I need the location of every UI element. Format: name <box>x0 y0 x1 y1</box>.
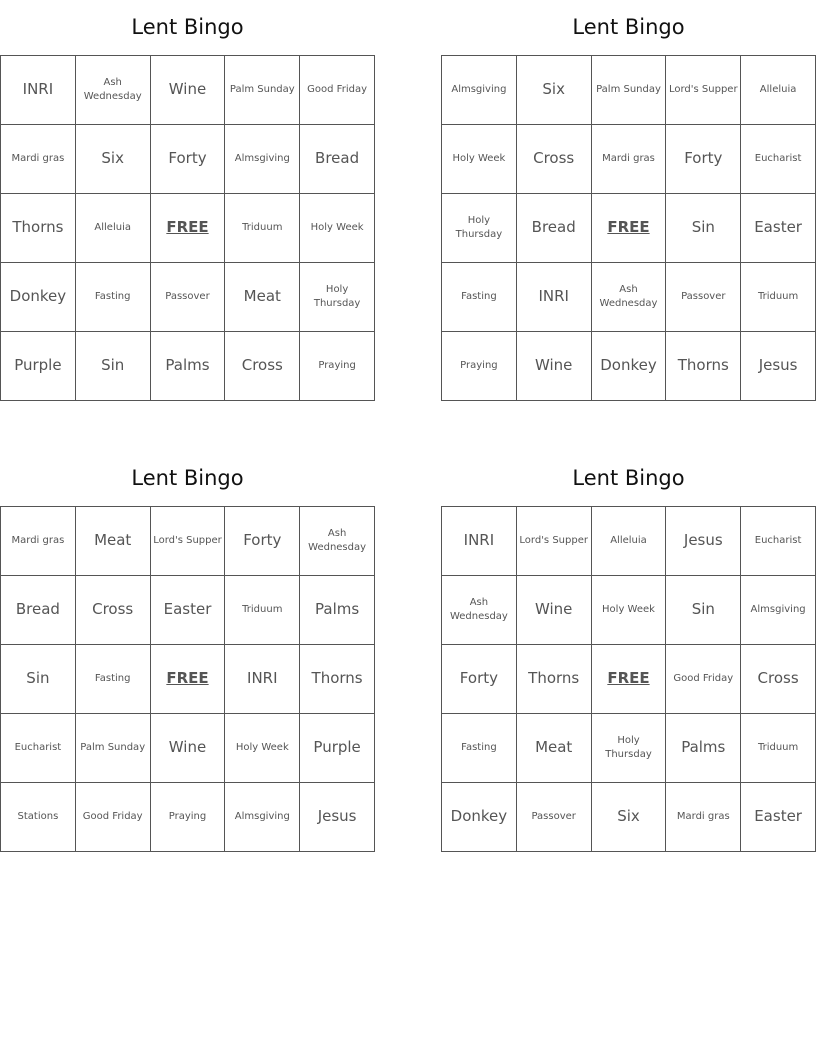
bingo-cell: Donkey <box>1 263 76 332</box>
bingo-cell: Six <box>517 56 592 125</box>
bingo-cell: Purple <box>1 332 76 401</box>
bingo-cell: Lord's Supper <box>666 56 741 125</box>
bingo-cell: Thorns <box>300 645 375 714</box>
bingo-cell: Mardi gras <box>1 507 76 576</box>
bingo-cell: Wine <box>151 56 226 125</box>
bingo-cell: Palms <box>666 714 741 783</box>
bingo-cell: Stations <box>1 783 76 852</box>
bingo-grid <box>441 506 816 852</box>
bingo-cell: Jesus <box>300 783 375 852</box>
bingo-cell: INRI <box>1 56 76 125</box>
bingo-cell: Cross <box>517 125 592 194</box>
bingo-cell: Six <box>592 783 667 852</box>
card-title: Lent Bingo <box>131 15 244 39</box>
bingo-cell: Forty <box>151 125 226 194</box>
bingo-cell: Easter <box>151 576 226 645</box>
bingo-cell: Lord's Supper <box>517 507 592 576</box>
bingo-cell: Bread <box>300 125 375 194</box>
bingo-cell: Ash Wednesday <box>76 56 151 125</box>
bingo-cell: Triduum <box>741 263 816 332</box>
bingo-cell: Bread <box>1 576 76 645</box>
bingo-card-4 <box>441 451 816 852</box>
bingo-cell: Wine <box>517 332 592 401</box>
bingo-cell: Forty <box>666 125 741 194</box>
bingo-cell: Mardi gras <box>592 125 667 194</box>
bingo-cell: Ash Wednesday <box>592 263 667 332</box>
bingo-card-3 <box>0 451 375 852</box>
bingo-cell: Passover <box>151 263 226 332</box>
free-space-cell: FREE <box>592 194 667 263</box>
card-title: Lent Bingo <box>131 466 244 490</box>
bingo-cell: Jesus <box>666 507 741 576</box>
bingo-cell: Six <box>76 125 151 194</box>
bingo-cell: Eucharist <box>1 714 76 783</box>
free-space-cell: FREE <box>592 645 667 714</box>
card-title: Lent Bingo <box>572 15 685 39</box>
bingo-cell: Triduum <box>225 576 300 645</box>
bingo-cell: Holy Week <box>300 194 375 263</box>
bingo-cell: Jesus <box>741 332 816 401</box>
bingo-cell: Praying <box>300 332 375 401</box>
bingo-cell: Palm Sunday <box>592 56 667 125</box>
bingo-cell: Meat <box>76 507 151 576</box>
bingo-cell: Passover <box>666 263 741 332</box>
bingo-card-2 <box>441 0 816 401</box>
bingo-cell: Mardi gras <box>666 783 741 852</box>
bingo-cell: Holy Thursday <box>442 194 517 263</box>
bingo-cell: Fasting <box>442 263 517 332</box>
bingo-cell: Holy Week <box>442 125 517 194</box>
bingo-cell: Holy Week <box>225 714 300 783</box>
card-title: Lent Bingo <box>572 466 685 490</box>
bingo-cell: Eucharist <box>741 125 816 194</box>
free-space-cell: FREE <box>151 645 226 714</box>
bingo-cell: Praying <box>442 332 517 401</box>
bingo-card-1 <box>0 0 375 401</box>
bingo-cell: Good Friday <box>666 645 741 714</box>
bingo-cell: Fasting <box>442 714 517 783</box>
bingo-cell: Palms <box>300 576 375 645</box>
bingo-cell: Cross <box>76 576 151 645</box>
bingo-cell: Good Friday <box>300 56 375 125</box>
bingo-cell: Sin <box>76 332 151 401</box>
bingo-cell: INRI <box>225 645 300 714</box>
bingo-cell: Sin <box>666 194 741 263</box>
bingo-cell: Triduum <box>741 714 816 783</box>
bingo-cell: Holy Thursday <box>592 714 667 783</box>
bingo-cell: Purple <box>300 714 375 783</box>
bingo-grid <box>0 506 375 852</box>
bingo-cell: Almsgiving <box>442 56 517 125</box>
bingo-cell: Wine <box>517 576 592 645</box>
bingo-cell: INRI <box>442 507 517 576</box>
bingo-cell: Good Friday <box>76 783 151 852</box>
bingo-cell: Ash Wednesday <box>442 576 517 645</box>
bingo-cell: Palm Sunday <box>76 714 151 783</box>
bingo-cell: Sin <box>666 576 741 645</box>
bingo-cell: Lord's Supper <box>151 507 226 576</box>
bingo-cell: Alleluia <box>592 507 667 576</box>
bingo-cell: Wine <box>151 714 226 783</box>
bingo-cell: Bread <box>517 194 592 263</box>
bingo-cell: Forty <box>442 645 517 714</box>
bingo-cell: Meat <box>517 714 592 783</box>
bingo-cell: Meat <box>225 263 300 332</box>
bingo-cell: Palms <box>151 332 226 401</box>
free-space-cell: FREE <box>151 194 226 263</box>
bingo-cell: Passover <box>517 783 592 852</box>
bingo-cell: Donkey <box>592 332 667 401</box>
bingo-cell: Forty <box>225 507 300 576</box>
bingo-cell: Eucharist <box>741 507 816 576</box>
bingo-cell: Fasting <box>76 263 151 332</box>
bingo-cell: Ash Wednesday <box>300 507 375 576</box>
bingo-cell: Mardi gras <box>1 125 76 194</box>
bingo-cell: Sin <box>1 645 76 714</box>
bingo-cell: Almsgiving <box>225 783 300 852</box>
bingo-cell: Praying <box>151 783 226 852</box>
bingo-cell: Fasting <box>76 645 151 714</box>
bingo-cell: Thorns <box>1 194 76 263</box>
bingo-cell: Holy Thursday <box>300 263 375 332</box>
bingo-cell: Triduum <box>225 194 300 263</box>
bingo-cell: Almsgiving <box>741 576 816 645</box>
bingo-grid <box>441 55 816 401</box>
bingo-cell: Donkey <box>442 783 517 852</box>
bingo-cell: Holy Week <box>592 576 667 645</box>
bingo-cell: Easter <box>741 783 816 852</box>
bingo-cell: Thorns <box>666 332 741 401</box>
bingo-cell: Alleluia <box>76 194 151 263</box>
bingo-cell: INRI <box>517 263 592 332</box>
bingo-cell: Thorns <box>517 645 592 714</box>
bingo-cell: Alleluia <box>741 56 816 125</box>
bingo-cell: Cross <box>741 645 816 714</box>
bingo-cell: Almsgiving <box>225 125 300 194</box>
bingo-cell: Easter <box>741 194 816 263</box>
bingo-cell: Cross <box>225 332 300 401</box>
bingo-cell: Palm Sunday <box>225 56 300 125</box>
bingo-grid <box>0 55 375 401</box>
